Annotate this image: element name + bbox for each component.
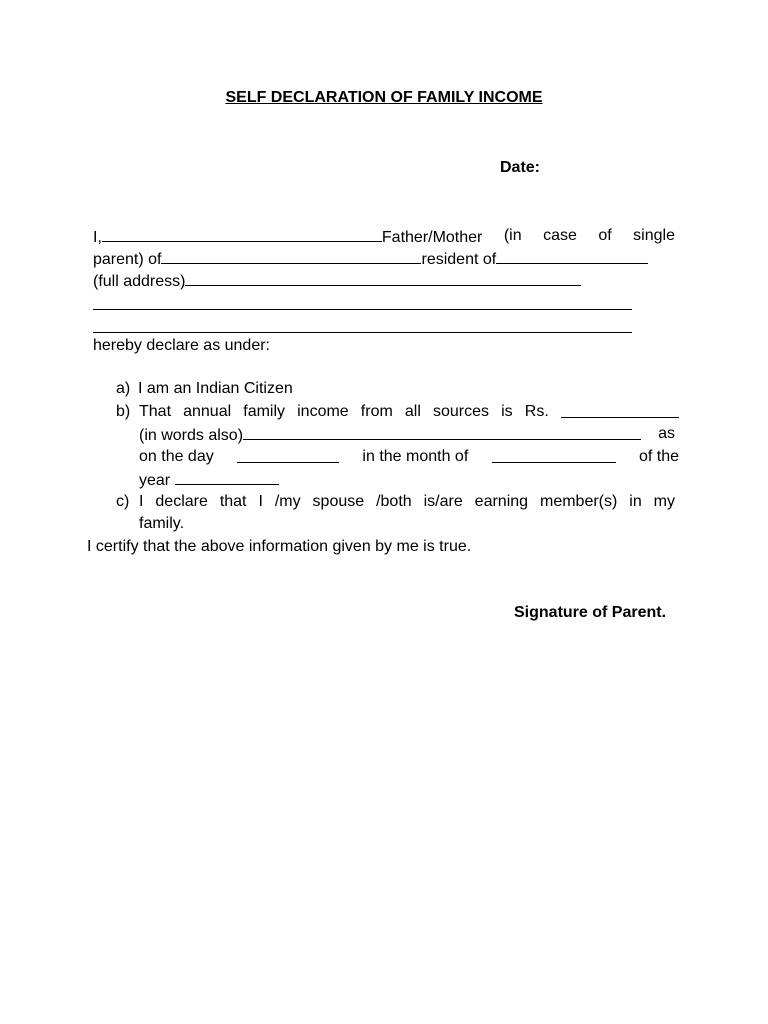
item-b-word: annual (183, 403, 232, 420)
word-in: (in (503, 227, 522, 244)
item-b-line-1 (139, 402, 679, 422)
in-words-text: (in words also) (139, 427, 244, 444)
item-b-word: That (139, 403, 172, 420)
item-b-label: b) (116, 403, 131, 420)
full-address-text: (full address) (93, 273, 186, 290)
name-segment (93, 226, 482, 248)
father-mother-text: Father/Mother (381, 229, 483, 246)
address-line-2[interactable] (93, 332, 632, 333)
year-blank[interactable] (175, 469, 279, 485)
date-label: Date: (500, 159, 541, 176)
para-line-1 (93, 226, 675, 248)
address-line-1[interactable] (93, 309, 632, 310)
of-the-text: of the (638, 448, 679, 465)
resident-of-text: resident of (421, 251, 497, 268)
item-c-label: c) (116, 493, 130, 510)
full-address-blank[interactable] (185, 270, 581, 286)
para-line-3 (93, 270, 581, 292)
parent-of-blank[interactable] (161, 248, 421, 264)
year-text: year (139, 472, 171, 489)
item-b-word: from (360, 403, 393, 420)
item-b-line-2 (139, 424, 675, 446)
certify-statement: I certify that the above information given by me is true. (87, 538, 472, 555)
hereby-declare-text: hereby declare as under: (93, 337, 270, 354)
item-c-word: declare (155, 493, 208, 510)
item-b-word: family (243, 403, 286, 420)
income-words-blank[interactable] (243, 424, 641, 440)
word-case: case (543, 227, 577, 244)
item-c-word: is/are (423, 493, 463, 510)
month-blank[interactable] (492, 447, 616, 463)
word-of: of (598, 227, 612, 244)
day-blank[interactable] (237, 447, 339, 463)
item-c-word: earning (474, 493, 529, 510)
item-c-word: in (629, 493, 642, 510)
item-b-line-4 (139, 469, 279, 491)
item-c-word: spouse (312, 493, 365, 510)
item-b-word: sources (433, 403, 490, 420)
i-prefix: I, (93, 229, 102, 246)
word-as: as (658, 425, 675, 442)
item-b-word: is (501, 403, 513, 420)
parent-of-text: parent) of (93, 251, 162, 268)
item-c-word: /my (274, 493, 301, 510)
name-blank[interactable] (102, 226, 382, 242)
item-b-word: Rs. (524, 403, 549, 420)
income-amount-blank[interactable] (561, 402, 679, 418)
item-b-line-3 (139, 447, 679, 467)
item-c-word: that (219, 493, 247, 510)
item-c-word: I (139, 493, 144, 510)
item-a-text: I am an Indian Citizen (138, 380, 293, 397)
resident-of-blank[interactable] (496, 248, 648, 264)
item-c-line-2: family. (139, 515, 185, 532)
item-c-word: /both (376, 493, 412, 510)
item-a (116, 379, 293, 399)
on-the-day-text: on the day (139, 448, 214, 465)
item-a-label: a) (116, 380, 131, 397)
in-words-segment (139, 424, 641, 446)
item-c-line-1 (139, 492, 675, 512)
document-title: SELF DECLARATION OF FAMILY INCOME (225, 89, 543, 106)
item-c-word: member(s) (539, 493, 618, 510)
item-c-word: I (258, 493, 263, 510)
signature-label: Signature of Parent. (514, 604, 667, 621)
item-c-word: my (653, 493, 675, 510)
para-line-2 (93, 248, 648, 270)
item-b-word: income (297, 403, 349, 420)
item-b-word: all (404, 403, 421, 420)
word-single: single (633, 227, 675, 244)
in-the-month-text: in the month of (362, 448, 469, 465)
